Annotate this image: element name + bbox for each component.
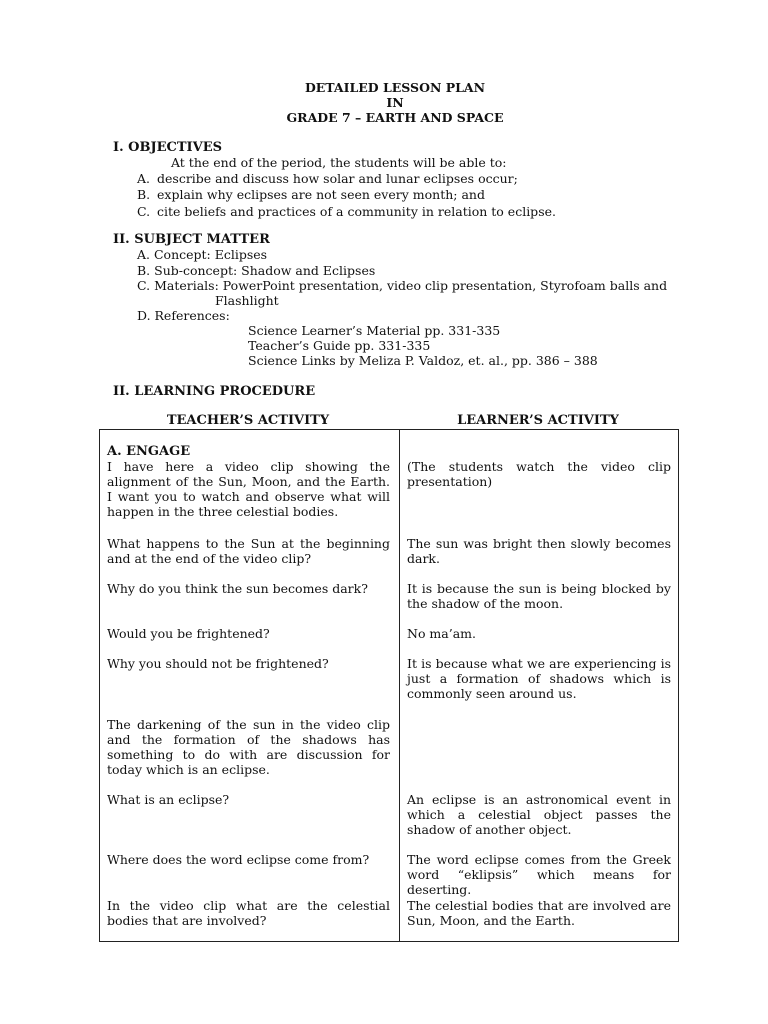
objective-letter: B. <box>137 187 151 202</box>
learner-cell: The sun was bright then slowly becomes dark. <box>407 536 671 566</box>
teacher-cell: Where does the word eclipse come from? <box>107 852 370 867</box>
objectives-heading: I. OBJECTIVES <box>113 140 222 155</box>
procedure-table <box>99 429 679 942</box>
concept-line: A. Concept: Eclipses <box>137 247 268 262</box>
learner-cell: The word eclipse comes from the Greek word “eklipsis” which means for deserting. <box>407 852 671 897</box>
learner-cell: The celestial bodies that are involved are Sun, Moon, and the Earth. <box>407 898 671 928</box>
learner-cell: No ma’am. <box>407 626 476 641</box>
teacher-cell: What is an eclipse? <box>107 792 230 807</box>
teacher-activity-header: TEACHER’S ACTIVITY <box>166 413 330 428</box>
teacher-cell: What happens to the Sun at the beginning and at the end of the video clip? <box>107 536 390 566</box>
teacher-cell: I have here a video clip showing the alignment of the Sun, Moon, and the Earth. I want you to watch and observe what will happen in the three celestial bodies. <box>107 459 390 519</box>
objective-item <box>137 187 485 202</box>
column-divider <box>399 430 400 941</box>
procedure-heading: II. LEARNING PROCEDURE <box>113 384 316 399</box>
reference-item: Science Learner’s Material pp. 331-335 <box>248 323 501 338</box>
objective-text: explain why eclipses are not seen every month; and <box>157 187 485 202</box>
learner-cell: (The students watch the video clip presentation) <box>407 459 671 489</box>
teacher-cell: Why you should not be frightened? <box>107 656 329 671</box>
teacher-cell: Why do you think the sun becomes dark? <box>107 581 368 596</box>
doc-title-line-1: DETAILED LESSON PLAN <box>304 80 486 95</box>
references-label: D. References: <box>137 308 230 323</box>
reference-item: Science Links by Meliza P. Valdoz, et. al., pp. 386 – 388 <box>248 353 598 368</box>
objective-item <box>137 204 556 219</box>
learner-cell: It is because what we are experiencing is just a formation of shadows which is commonly seen around us. <box>407 656 671 701</box>
objective-item <box>137 171 518 186</box>
objective-letter: C. <box>137 204 151 219</box>
objectives-intro: At the end of the period, the students will be able to: <box>171 155 507 170</box>
teacher-cell: Would you be frightened? <box>107 626 270 641</box>
sub-concept-line: B. Sub-concept: Shadow and Eclipses <box>137 263 376 278</box>
learner-activity-header: LEARNER’S ACTIVITY <box>457 413 619 428</box>
doc-title-line-2: IN <box>386 95 404 110</box>
doc-title-line-3: GRADE 7 – EARTH AND SPACE <box>286 110 504 125</box>
reference-item: Teacher’s Guide pp. 331-335 <box>248 338 431 353</box>
objective-letter: A. <box>137 171 151 186</box>
teacher-cell: In the video clip what are the celestial bodies that are involved? <box>107 898 390 928</box>
teacher-cell: The darkening of the sun in the video clip and the formation of the shadows has something to do with are discussion for today which is an eclipse. <box>107 717 390 777</box>
objective-text: describe and discuss how solar and lunar eclipses occur; <box>157 171 518 186</box>
objective-text: cite beliefs and practices of a community in relation to eclipse. <box>157 204 556 219</box>
materials-line: C. Materials: PowerPoint presentation, video clip presentation, Styrofoam balls and <box>137 278 668 293</box>
subject-matter-heading: II. SUBJECT MATTER <box>113 232 270 247</box>
learner-cell: It is because the sun is being blocked by the shadow of the moon. <box>407 581 671 611</box>
materials-continued: Flashlight <box>215 293 279 308</box>
learner-cell: An eclipse is an astronomical event in which a celestial object passes the shadow of another object. <box>407 792 671 837</box>
engage-heading: A. ENGAGE <box>107 444 191 459</box>
